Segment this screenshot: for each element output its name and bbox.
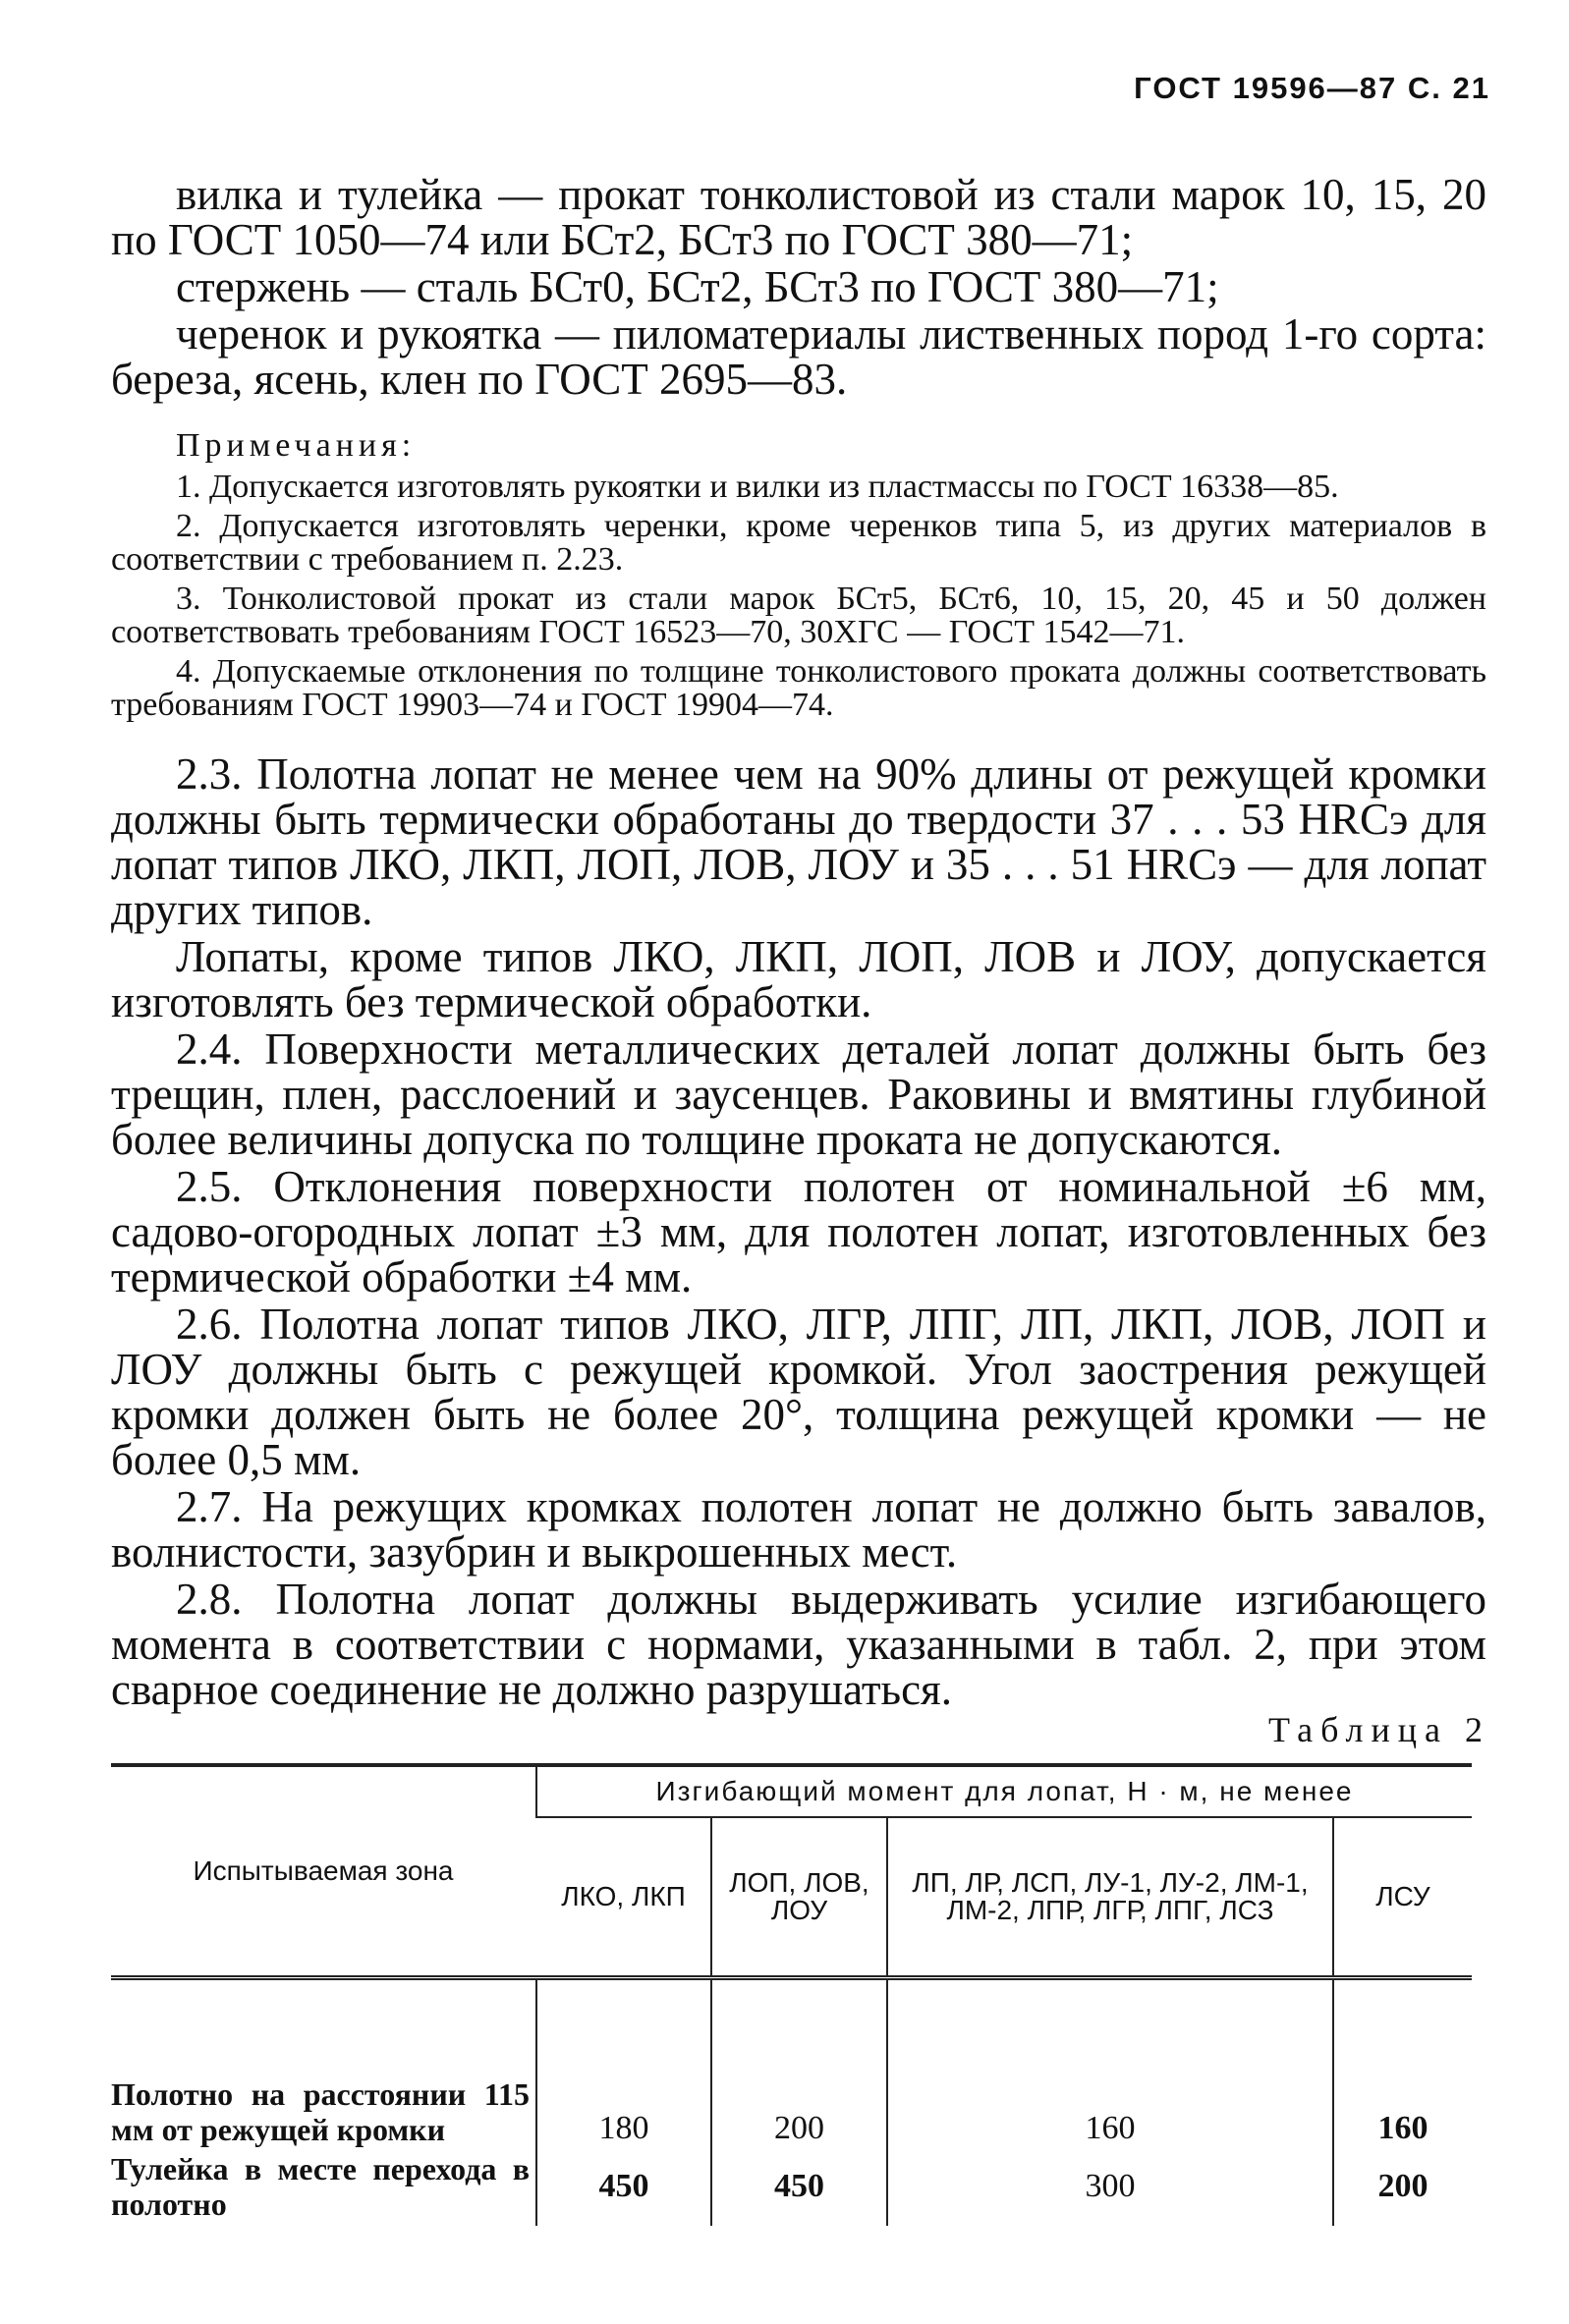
- document-body: [111, 172, 1486, 1714]
- table-header-group: Изгибающий момент для лопат, Н · м, не менее: [536, 1765, 1472, 1817]
- table-cell: 450: [711, 2147, 887, 2226]
- table-cell: 200: [711, 1978, 887, 2148]
- paragraph-materials-1: вилка и тулейка — прокат тонколистовой из стали марок 10, 15, 20 по ГОСТ 1050—74 или БСт2, БСт3 по ГОСТ 380—71;: [111, 170, 1486, 264]
- table-label: Таблица 2: [1268, 1710, 1490, 1749]
- sections-block: [111, 751, 1486, 1712]
- table-header-col: ЛСУ: [1333, 1817, 1472, 1978]
- section-2-8: 2.8. Полотна лопат должны выдерживать усилие изгибающего момента в соответствии с нормами, указанными в табл. 2, при этом сварное соединение не должно разрушаться.: [111, 1575, 1486, 1714]
- notes-block: [111, 427, 1486, 722]
- table-header-col: ЛОП, ЛОВ, ЛОУ: [711, 1817, 887, 1978]
- page-header: ГОСТ 19596—87 С. 21: [1134, 71, 1490, 105]
- section-2-5: 2.5. Отклонения поверхности полотен от номинальной ±6 мм, садово-огородных лопат ±3 мм, для полотен лопат, изготовленных без термической обработки ±4 мм.: [111, 1162, 1486, 1301]
- note-item: 2. Допускается изготовлять черенки, кроме черенков типа 5, из других материалов в соответствии с требованием п. 2.23.: [111, 508, 1486, 578]
- section-2-3-note: Лопаты, кроме типов ЛКО, ЛКП, ЛОП, ЛОВ и ЛОУ, допускается изготовлять без термической обработки.: [111, 932, 1486, 1026]
- table-row: [111, 1978, 1472, 2148]
- section-2-7: 2.7. На режущих кромках полотен лопат не должно быть завалов, волнистости, зазубрин и выкрошенных мест.: [111, 1482, 1486, 1577]
- table-cell: 160: [1333, 1978, 1472, 2148]
- section-2-3: 2.3. Полотна лопат не менее чем на 90% длины от режущей кромки должны быть термически обработаны до твердости 37 . . . 53 HRCэ для лопат типов ЛКО, ЛКП, ЛОП, ЛОВ, ЛОУ и 35 . . . 51 HRCэ — для лопат других типов.: [111, 749, 1486, 934]
- table-cell: 180: [536, 1978, 711, 2148]
- table-header-zone: Испытываемая зона: [111, 1765, 536, 1978]
- note-item: 3. Тонколистовой прокат из стали марок БСт5, БСт6, 10, 15, 20, 45 и 50 должен соответствовать требованиям ГОСТ 16523—70, 30ХГС — ГОСТ 1542—71.: [111, 581, 1486, 650]
- bending-moment-table: [111, 1763, 1472, 2226]
- paragraph-materials-2: стержень — сталь БСт0, БСт2, БСт3 по ГОСТ 380—71;: [176, 262, 1219, 311]
- note-item: 1. Допускается изготовлять рукоятки и вилки из пластмассы по ГОСТ 16338—85.: [176, 469, 1339, 505]
- section-2-6: 2.6. Полотна лопат типов ЛКО, ЛГР, ЛПГ, ЛП, ЛКП, ЛОВ, ЛОП и ЛОУ должны быть с режущей кромкой. Угол заострения режущей кромки должен быть не более 20°, толщина режущей кромки — не более 0,5 мм.: [111, 1300, 1486, 1484]
- table-cell-zone: Тулейка в месте перехода в полотно: [111, 2151, 530, 2222]
- table-header-col: ЛКО, ЛКП: [536, 1817, 711, 1978]
- table-row: [111, 2147, 1472, 2226]
- table-cell: 300: [887, 2147, 1333, 2226]
- note-item: 4. Допускаемые отклонения по толщине тонколистового проката должны соответствовать требованиям ГОСТ 19903—74 и ГОСТ 19904—74.: [111, 653, 1486, 723]
- table-cell: 160: [887, 1978, 1333, 2148]
- paragraph-materials-3: черенок и рукоятка — пиломатериалы лиственных пород 1-го сорта: береза, ясень, клен по ГОСТ 2695—83.: [111, 309, 1486, 404]
- table-header-col: ЛП, ЛР, ЛСП, ЛУ-1, ЛУ-2, ЛМ-1, ЛМ-2, ЛПР, ЛГР, ЛПГ, ЛСЗ: [887, 1817, 1333, 1978]
- section-2-4: 2.4. Поверхности металлических деталей лопат должны быть без трещин, плен, расслоений и заусенцев. Раковины и вмятины глубиной более величины допуска по толщине проката не допускаются.: [111, 1024, 1486, 1164]
- table-cell: 450: [536, 2147, 711, 2226]
- table-cell-zone: Полотно на расстоянии 115 мм от режущей кромки: [111, 2076, 530, 2147]
- notes-title: Примечания:: [176, 427, 417, 464]
- table-cell: 200: [1333, 2147, 1472, 2226]
